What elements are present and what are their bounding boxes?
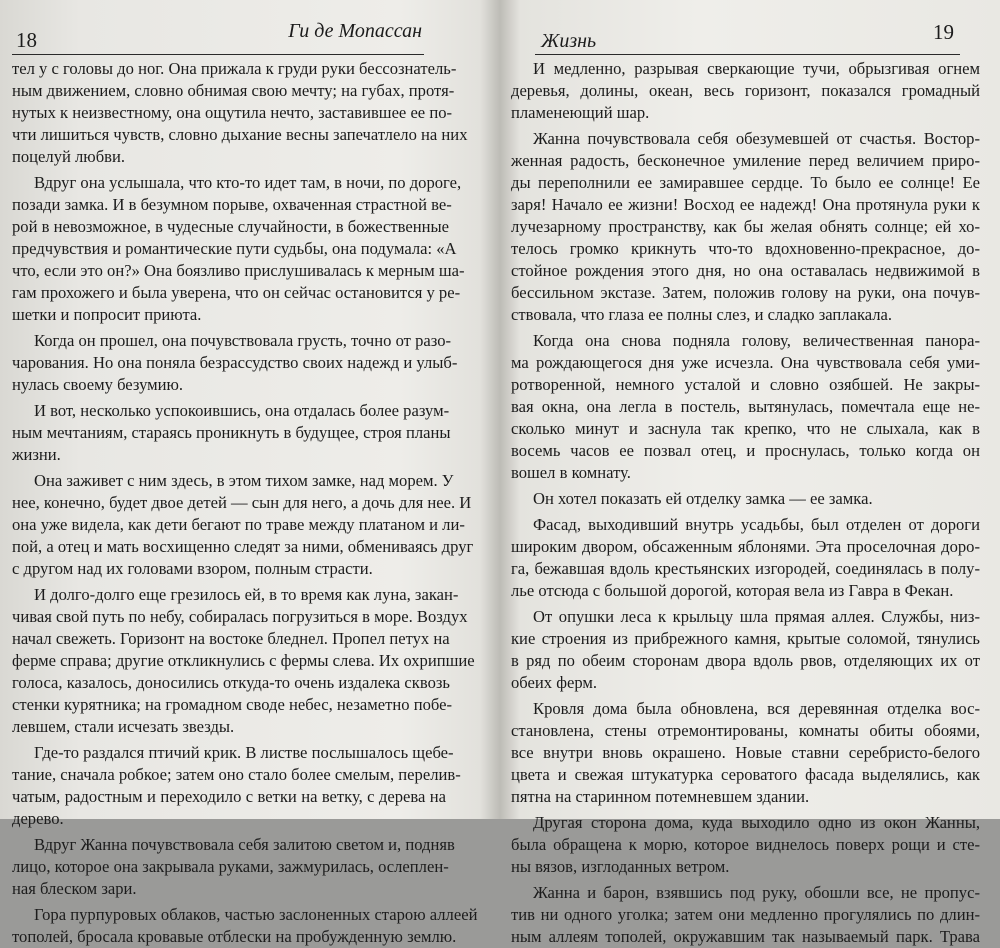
text-line: нее, конечно, будет двое детей — сын для него, а дочь для нее. И [12, 493, 472, 512]
text-line: начал свежеть. Горизонт на востоке бледнел. Пропел петух на [12, 629, 450, 648]
text-line: бессильном экстазе. Затем, положив голову на руки, она почув- [511, 283, 980, 302]
text-line: Гора пурпуровых облаков, частью заслоненных старою аллеей [34, 905, 478, 924]
running-head-title: Жизнь [541, 30, 597, 52]
text-line: ным движением, словно обнимая свою мечту; на губах, протя- [12, 81, 455, 100]
text-line: левшем, стали исчезать звезды. [12, 717, 235, 736]
text-line: ны вязов, изглоданных ветром. [511, 857, 730, 876]
text-line: тополей, бросала кровавые отблески на пробужденную землю. [12, 927, 457, 946]
text-line: обеих ферм. [511, 673, 598, 692]
text-line: сколько минут и заснула так крепко, что не слыхала, как в [511, 419, 980, 438]
text-line: позади замка. И в безумном порыве, охваченная страстной ве- [12, 195, 452, 214]
text-line: От опушки леса к крыльцу шла прямая аллея. Службы, низ- [533, 607, 980, 626]
text-line: ротворенной, немного усталой и словно озябшей. Не закры- [511, 375, 980, 394]
text-line: И вот, несколько успокоившись, она отдалась более разум- [34, 401, 450, 420]
text-line: жизни. [12, 445, 61, 464]
text-line: чти лишиться чувств, словно дыхание весны запечатлело на них [12, 125, 468, 144]
text-line: нутых к неизвестному, она ощутила нечто, заставившее ее по- [12, 103, 453, 122]
text-line: га, бежавшая вдоль крестьянских изгородей, соединялась в полу- [511, 559, 980, 578]
text-line: что, если это он?» Она боязливо прислушивалась к мерным ша- [12, 261, 465, 280]
text-line: цвета и свежая штукатурка сероватого фасада выделялись, как [511, 765, 980, 784]
text-line: ствовала, что глаза ее полны слез, и сладко заплакала. [511, 305, 893, 324]
text-line: восемь часов ее позвал отец, и проснулась, только когда он [511, 441, 980, 460]
left-page-text [6, 58, 478, 948]
text-line: Другая сторона дома, куда выходило одно из окон Жанны, [533, 813, 980, 832]
text-line: пламенеющий шар. [511, 103, 650, 122]
text-line: заря! Начало ее жизни! Восход ее надежд! Она протянула руки к [511, 195, 980, 214]
text-line: пятна на старинном потемневшем здании. [511, 787, 810, 806]
text-line: Когда она снова подняла голову, величественная панора- [533, 331, 980, 350]
page-number: 18 [16, 28, 37, 52]
text-line: пой, а отец и мать восхищенно следят за ними, обмениваясь друг [12, 537, 474, 556]
text-line: с другом над их головами взором, полным страсти. [12, 559, 373, 578]
text-line: ным аллеям тополей, окружавшим так называемый парк. Трава [511, 927, 980, 946]
text-line: чарования. Но она поняла безрассудство своих надежд и улыб- [12, 353, 458, 372]
text-line: она уже видела, как дети бегают по траве между платаном и ли- [12, 515, 465, 534]
running-head-author: Ги де Мопассан [288, 20, 422, 42]
text-line: Когда он прошел, она почувствовала грусть, точно от разо- [34, 331, 452, 350]
text-line: Он хотел показать ей отделку замка — ее замка. [533, 489, 873, 508]
text-line: ды переполнили ее замиравшее сердце. То было ее солнце! Ее [511, 173, 980, 192]
text-line: Вдруг Жанна почувствовала себя залитою светом и, подняв [34, 835, 455, 854]
text-line: тив ни одного уголка; затем они медленно прогулялись по длин- [511, 905, 980, 924]
right-page-text [511, 58, 980, 948]
text-line: становлена, стены отремонтированы, комнаты обиты обоями, [511, 721, 980, 740]
text-line: Вдруг она услышала, что кто-то идет там, в ночи, по дороге, [34, 173, 462, 192]
text-line: лицо, которое она закрывала руками, зажмурилась, ослеплен- [12, 857, 449, 876]
text-line: поцелуй любви. [12, 147, 126, 166]
page-number: 19 [933, 20, 954, 44]
text-line: в ряд по обеим сторонам двора вдоль рвов, отделяющих их от [511, 651, 980, 670]
text-line: лье отсюда с большой дорогой, которая вела из Гавра в Фекан. [511, 581, 954, 600]
text-line: деревья, долины, океан, весь горизонт, показался громадный [511, 81, 980, 100]
text-line: все внутри вновь окрашено. Новые ставни серебристо-белого [511, 743, 980, 762]
text-line: широким двором, обсаженным яблонями. Эта проселочная доро- [511, 537, 980, 556]
text-line: Жанна и барон, взявшись под руку, обошли все, не пропус- [533, 883, 980, 902]
text-line: кие строения из прибрежного камня, крытые соломой, тянулись [511, 629, 980, 648]
text-line: ма рождающегося дня уже исчезла. Она чувствовала себя уми- [511, 353, 980, 372]
text-line: Она заживет с ним здесь, в этом тихом замке, над морем. У [34, 471, 454, 490]
text-line: женная радость, бесконечное умиление перед величием приро- [511, 151, 980, 170]
text-line: чивая свой путь по небу, собиралась погрузиться в море. Воздух [12, 607, 468, 626]
left-page-header [6, 0, 446, 58]
right-page-header [511, 0, 980, 58]
text-line: гам прохожего и была уверена, что он сейчас остановится у ре- [12, 283, 461, 302]
text-line: Фасад, выходивший внутрь усадьбы, был отделен от дороги [533, 515, 980, 534]
text-line: Жанна почувствовала себя обезумевшей от счастья. Востор- [533, 129, 980, 148]
text-line: рой в невозможное, в чудесные случайности, в божественные [12, 217, 450, 236]
text-line: вая окна, она легла в постель, вытянулась, помечтала еще не- [511, 397, 980, 416]
text-line: шетки и попросит приюта. [12, 305, 202, 324]
text-line: тание, сначала робкое; затем оно стало более смелым, перелив- [12, 765, 461, 784]
right-page [487, 0, 1000, 946]
text-line: нулась своему безумию. [12, 375, 184, 394]
header-rule [535, 54, 960, 55]
text-line: ным мечтаниям, стараясь проникнуть в будущее, строя планы [12, 423, 451, 442]
text-line: Кровля дома была обновлена, вся деревянная отделка вос- [533, 699, 980, 718]
text-line: ферме справа; другие откликнулись с фермы слева. Их охрипшие [12, 651, 475, 670]
text-line: стенки курятника; на громадном своде небес, незаметно побе- [12, 695, 453, 714]
text-line: И долго-долго еще грезилось ей, в то время как луна, закан- [34, 585, 459, 604]
text-line: И медленно, разрывая сверкающие тучи, обрызгивая огнем [533, 59, 980, 78]
text-line: стойное рождения этого дня, но она оставалась недвижимой в [511, 261, 980, 280]
text-line: телось громко крикнуть что-то вдохновенно-прекрасное, до- [511, 239, 980, 258]
text-line: голоса, казалось, доносились откуда-то очень издалека сквозь [12, 673, 450, 692]
text-line: Где-то раздался птичий крик. В листве послышалось щебе- [34, 743, 454, 762]
header-rule [12, 54, 424, 55]
text-line: чатым, радостным и переходило с ветки на ветку, с дерева на [12, 787, 446, 806]
text-line: тел у с головы до ног. Она прижала к груди руки бессознатель- [12, 59, 457, 78]
text-line: была обращена к морю, которое виднелось поверх рощи и сте- [511, 835, 980, 854]
text-line: ная блеском зари. [12, 879, 137, 898]
text-line: предчувствия и романтические пути судьбы, она подумала: «А [12, 239, 457, 258]
text-line: вошел в комнату. [511, 463, 631, 482]
left-page [0, 0, 478, 946]
text-line: лучезарному пространству, как бы желая обнять солнце; ей хо- [511, 217, 980, 236]
text-line: дерево. [12, 809, 64, 828]
